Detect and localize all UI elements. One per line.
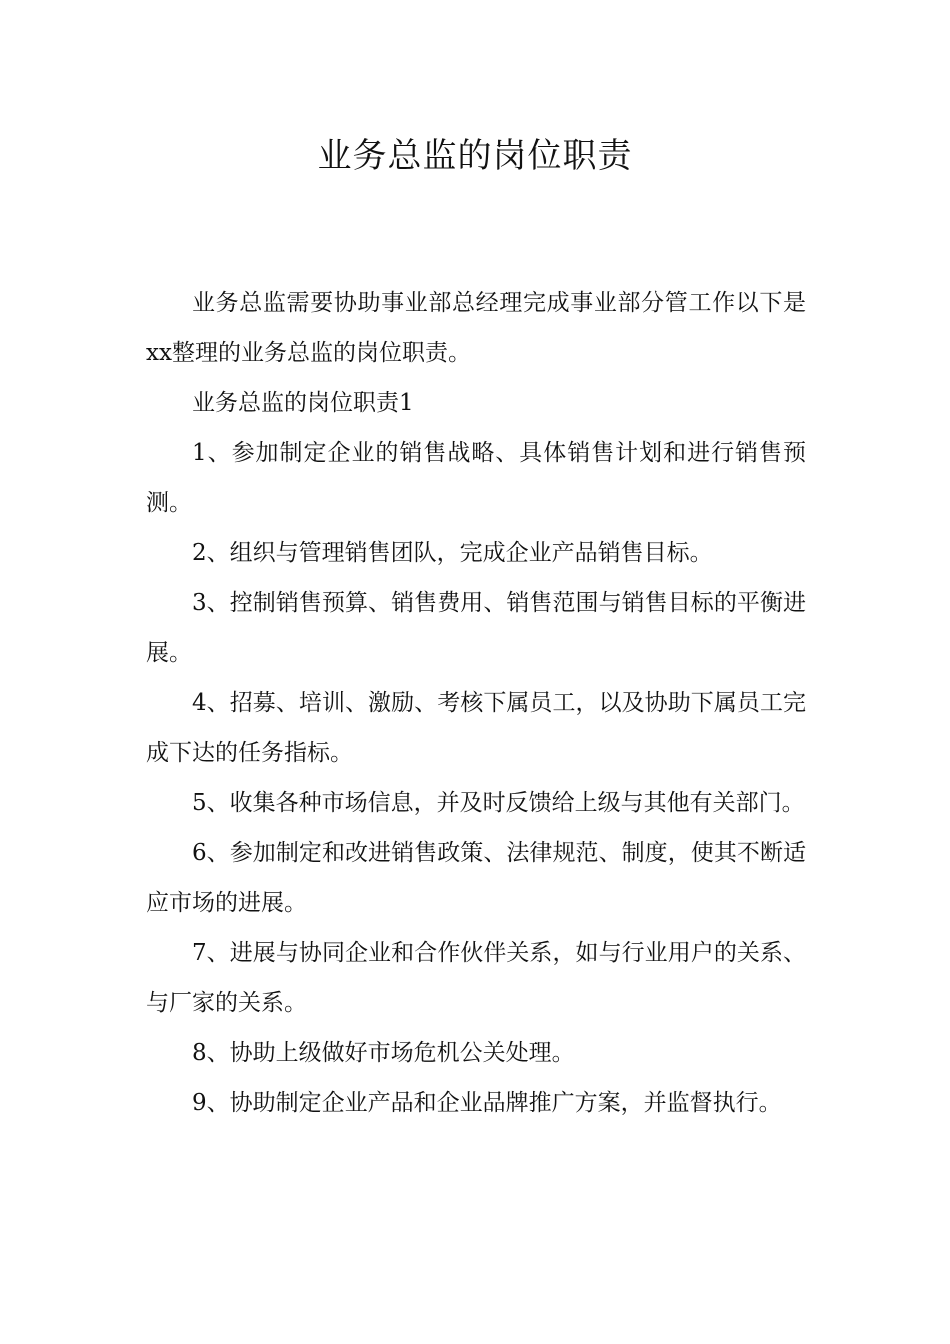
duty-item-4: 4、招募、培训、激励、考核下属员工，以及协助下属员工完成下达的任务指标。: [146, 690, 806, 766]
intro-paragraph: 业务总监需要协助事业部总经理完成事业部分管工作以下是xx整理的业务总监的岗位职责。: [146, 290, 806, 366]
duty-item-9: 9、协助制定企业产品和企业品牌推广方案，并监督执行。: [192, 1090, 782, 1116]
duty-item-6: 6、参加制定和改进销售政策、法律规范、制度，使其不断适应市场的进展。: [146, 840, 806, 916]
page-title: 业务总监的岗位职责: [317, 136, 633, 176]
duty-item-8: 8、协助上级做好市场危机公关处理。: [192, 1040, 575, 1066]
document-body: [146, 278, 806, 1128]
duty-item-2: 2、组织与管理销售团队，完成企业产品销售目标。: [192, 540, 713, 566]
duty-item-3: 3、控制销售预算、销售费用、销售范围与销售目标的平衡进展。: [146, 590, 806, 666]
duty-item-1: 1、参加制定企业的销售战略、具体销售计划和进行销售预测。: [146, 440, 806, 516]
duty-item-5: 5、收集各种市场信息，并及时反馈给上级与其他有关部门。: [192, 790, 805, 816]
section-heading: 业务总监的岗位职责1: [192, 390, 414, 416]
duty-item-7: 7、进展与协同企业和合作伙伴关系，如与行业用户的关系、与厂家的关系。: [146, 940, 806, 1016]
